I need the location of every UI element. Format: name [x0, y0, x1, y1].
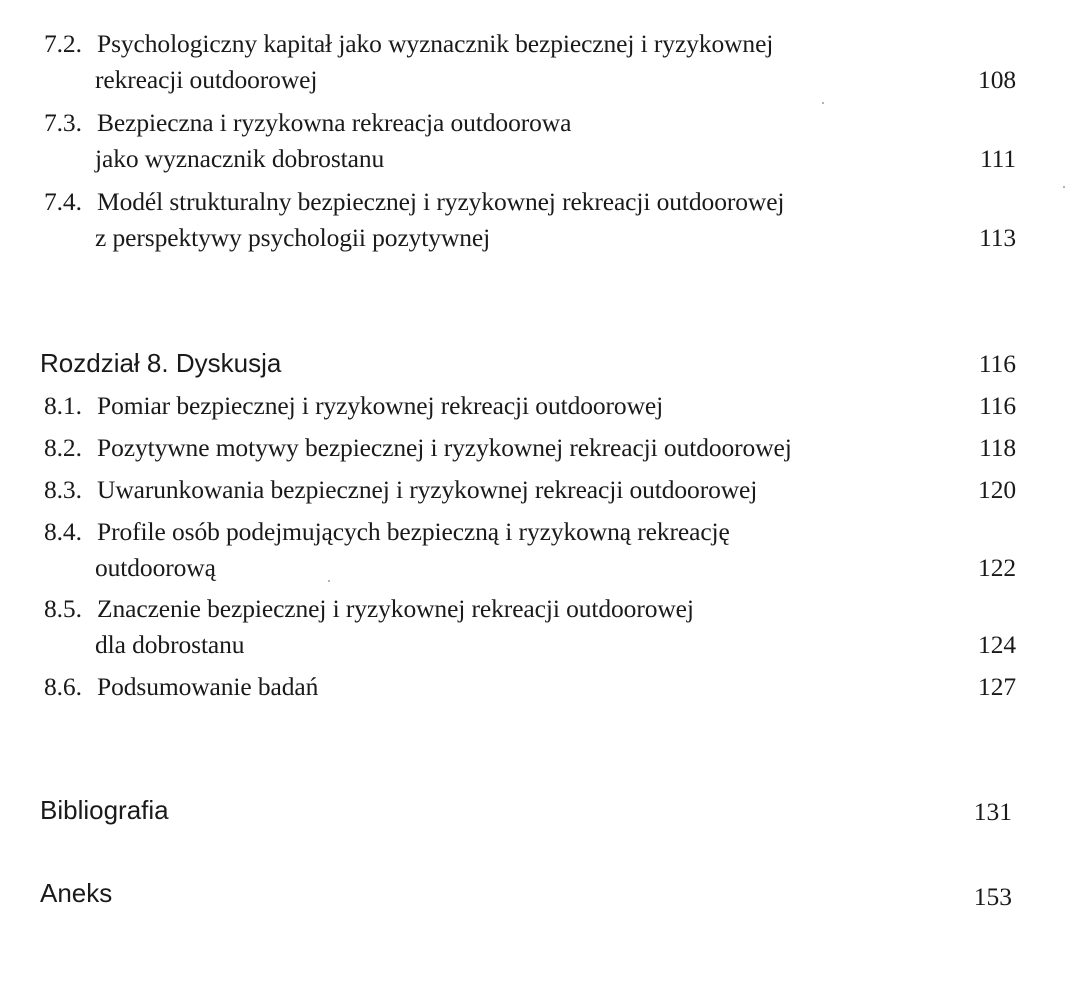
section-title-line1: Podsumowanie badań: [97, 672, 319, 701]
section-title-line1: Psychologiczny kapitał jako wyznacznik bezpiecznej i ryzykownej: [97, 29, 774, 58]
page-number: 113: [978, 223, 1016, 252]
section-number: 8.4.: [44, 517, 82, 546]
section-title-line1: Bezpieczna i ryzykowna rekreacja outdoorowa: [97, 108, 572, 137]
section-title-line1: Uwarunkowania bezpiecznej i ryzykownej rekreacji outdoorowej: [97, 475, 758, 504]
section-number: 8.1.: [44, 391, 82, 420]
page-number: 120: [978, 475, 1016, 504]
section-title-line1: Profile osób podejmujących bezpieczną i ryzykowną rekreację: [97, 517, 730, 546]
page-number: 122: [978, 553, 1016, 582]
page-number: 108: [978, 65, 1016, 94]
section-title-line1: Pomiar bezpiecznej i ryzykownej rekreacji outdoorowej: [97, 391, 664, 420]
page-number: 153: [973, 882, 1012, 911]
page-number: 111: [979, 144, 1016, 173]
section-number: 8.6.: [44, 672, 82, 701]
scan-speck: [1063, 186, 1065, 188]
section-number: 8.2.: [44, 433, 82, 462]
section-title-line2: outdoorową: [95, 553, 216, 582]
section-title-line2: z perspektywy psychologii pozytywnej: [95, 223, 491, 252]
bibliography-title: Bibliografia: [40, 795, 169, 825]
page-number: 131: [973, 797, 1012, 826]
page-number: 124: [978, 630, 1016, 659]
section-title-line2: jako wyznacznik dobrostanu: [95, 144, 385, 173]
chapter-title: Rozdział 8. Dyskusja: [40, 348, 282, 378]
section-number: 8.5.: [44, 594, 82, 623]
annex-title: Aneks: [40, 878, 113, 908]
section-title-line1: Znaczenie bezpiecznej i ryzykownej rekreacji outdoorowej: [97, 594, 694, 623]
section-number: 8.3.: [44, 475, 82, 504]
section-title-line2: rekreacji outdoorowej: [95, 65, 318, 94]
section-number: 7.4.: [44, 187, 82, 216]
page-number: 127: [978, 672, 1016, 701]
page-number: 118: [978, 433, 1016, 462]
section-title-line1: Pozytywne motywy bezpiecznej i ryzykownej rekreacji outdoorowej: [97, 433, 792, 462]
section-title-line2: dla dobrostanu: [95, 630, 245, 659]
page-number: 116: [978, 391, 1016, 420]
scan-speck: [822, 102, 824, 104]
scan-speck: [328, 580, 330, 582]
section-title-line1: Modél strukturalny bezpiecznej i ryzykownej rekreacji outdoorowej: [97, 187, 785, 216]
section-number: 7.2.: [44, 29, 82, 58]
section-number: 7.3.: [44, 108, 82, 137]
page-number: 116: [978, 349, 1016, 378]
